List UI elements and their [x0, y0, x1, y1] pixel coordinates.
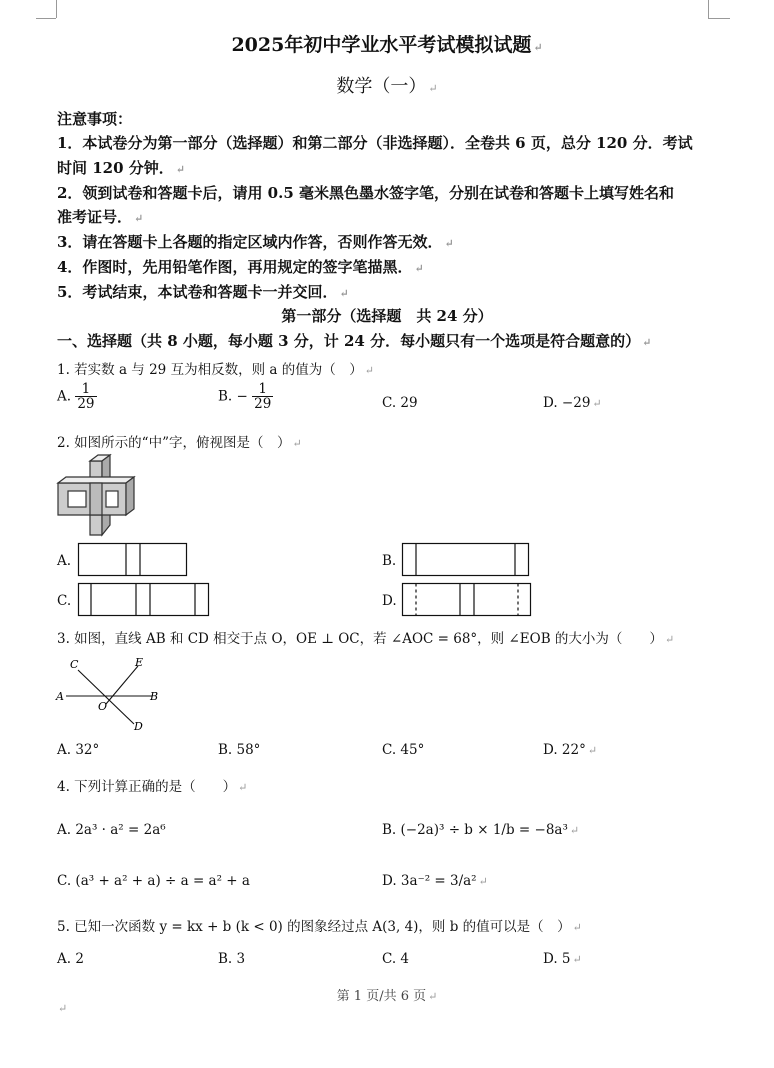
note-3: 3．请在答题卡上各题的指定区域内作答，否则作答无效． ↵ — [57, 233, 454, 251]
q2-option-d-view — [402, 583, 534, 617]
q1-option-d: D. −29 ↵ — [543, 395, 602, 411]
q4-option-a: A. 2a³ · a² = 2a⁶ — [57, 822, 166, 838]
crop-mark-top-left — [56, 0, 57, 18]
exam-title: 2025年初中学业水平考试模拟试题 ↵ — [231, 34, 543, 56]
q3-label-o: O — [98, 700, 108, 713]
q2-option-d-label: D. — [382, 593, 397, 609]
note-1b: 时间 120 分钟． ↵ — [57, 159, 185, 177]
q2-option-b-label: B. — [382, 553, 397, 569]
q5-option-c: C. 4 — [382, 951, 410, 967]
crop-mark-top-right — [708, 0, 709, 18]
q5-option-a: A. 2 — [57, 951, 84, 967]
q2-option-a-view — [78, 543, 188, 577]
q2-option-a-label: A. — [57, 553, 72, 569]
q1-a-fraction: $\frac{1}{29}$ — [77, 381, 95, 413]
q2-option-c-label: C. — [57, 593, 72, 609]
q2-option-b-view — [402, 543, 532, 577]
exam-subtitle: 数学（一） ↵ — [336, 76, 438, 97]
note-2a: 2．领到试卷和答题卡后，请用 0.5 毫米黑色墨水签字笔，分别在试卷和答题卡上填写姓名和 — [57, 184, 674, 202]
q1-stem: 1. 若实数 a 与 29 互为相反数，则 a 的值为（ ） ↵ — [57, 362, 374, 378]
q1-option-b: B. − $\frac{1}{29}$ — [218, 381, 272, 413]
q1-option-a: A. $\frac{1}{29}$ — [57, 381, 95, 413]
q4-option-d: D. 3a⁻² = 3/a² ↵ — [382, 873, 488, 889]
q3-label-b: B — [150, 690, 159, 703]
crop-mark-top-left-h — [36, 18, 56, 19]
paragraph-mark: ↵ — [58, 1002, 68, 1015]
q3-option-c: C. 45° — [382, 742, 425, 758]
q3-option-a: A. 32° — [57, 742, 100, 758]
q3-label-d: D — [134, 720, 143, 733]
section1-heading: 一、选择题（共 8 小题，每小题 3 分，计 24 分．每小题只有一个选项是符合题意的） ↵ — [57, 332, 652, 350]
q1-b-fraction: $\frac{1}{29}$ — [254, 381, 272, 413]
q3-option-d: D. 22° ↵ — [543, 742, 598, 758]
q1-option-c: C. 29 — [382, 395, 418, 411]
note-4: 4．作图时，先用铅笔作图，再用规定的签字笔描黑． ↵ — [57, 258, 424, 276]
crop-mark-top-right-h — [708, 18, 730, 19]
q2-stem: 2. 如图所示的“中”字，俯视图是（ ） ↵ — [57, 435, 302, 451]
q3-label-e: E — [135, 656, 144, 669]
notes-heading: 注意事项： — [57, 110, 133, 128]
part1-heading: 第一部分（选择题 共 24 分） — [281, 307, 493, 325]
note-2b: 准考证号． ↵ — [57, 208, 144, 226]
note-1a: 1．本试卷分为第一部分（选择题）和第二部分（非选择题）．全卷共 6 页，总分 120 分．考试 — [57, 134, 693, 152]
q4-stem: 4. 下列计算正确的是（ ） ↵ — [57, 779, 248, 795]
q4-option-c: C. (a³ + a² + a) ÷ a = a² + a — [57, 873, 250, 889]
q5-stem: 5. 已知一次函数 y = kx + b (k < 0) 的图象经过点 A(3, 4)，则 b 的值可以是（ ） ↵ — [57, 919, 582, 935]
page-footer: 第 1 页/共 6 页 ↵ — [336, 989, 438, 1004]
q3-option-b: B. 58° — [218, 742, 261, 758]
q2-option-c-view — [78, 583, 210, 617]
q3-label-c: C — [70, 658, 79, 671]
q3-label-a: A — [56, 690, 64, 703]
q5-option-d: D. 5 ↵ — [543, 951, 582, 967]
q3-stem: 3. 如图，直线 AB 和 CD 相交于点 O，OE ⊥ OC，若 ∠AOC = 68°，则 ∠EOB 的大小为（ ） ↵ — [57, 631, 675, 647]
q5-option-b: B. 3 — [218, 951, 246, 967]
q4-option-b: B. (−2a)³ ÷ b × 1/b = −8a³ ↵ — [382, 822, 580, 838]
note-5: 5．考试结束，本试卷和答题卡一并交回． ↵ — [57, 283, 349, 301]
q3-angle-figure — [56, 654, 166, 732]
zhong-3d-figure — [56, 455, 138, 537]
